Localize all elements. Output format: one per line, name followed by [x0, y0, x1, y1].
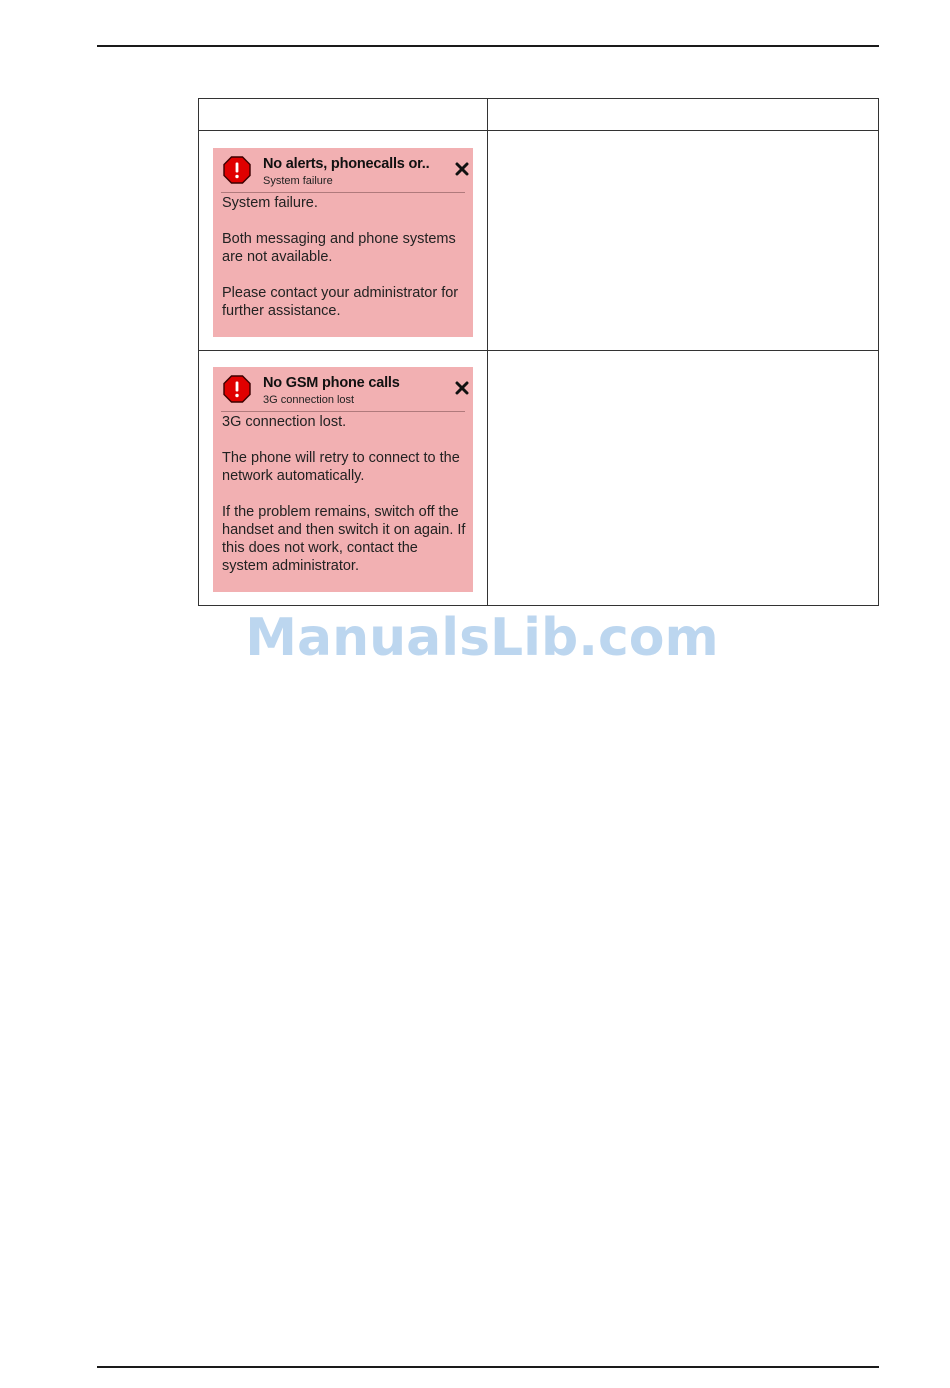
notification-divider [221, 411, 465, 412]
notification-title: No GSM phone calls [263, 375, 400, 391]
notification-paragraph: If the problem remains, switch off the handset and then switch it on again. If this does not work, contact the system administrator. [222, 504, 466, 574]
notification-subtitle: System failure [263, 175, 333, 187]
table-row [199, 131, 878, 351]
notification-body [213, 192, 473, 328]
notification-paragraph: Both messaging and phone systems are not available. [222, 231, 456, 265]
close-icon[interactable] [455, 162, 469, 176]
notification-paragraph: 3G connection lost. [222, 414, 347, 430]
column-divider [487, 351, 488, 605]
notification-subtitle: 3G connection lost [263, 394, 355, 406]
notification-body [213, 411, 473, 583]
close-icon[interactable] [455, 381, 469, 395]
watermark: ManualsLib.com [245, 608, 719, 668]
column-divider [487, 131, 488, 350]
notification-card[interactable] [213, 148, 473, 337]
notification-card[interactable] [213, 367, 473, 592]
table-header-row [199, 99, 878, 131]
notification-header [213, 367, 473, 411]
table-row [199, 351, 878, 605]
column-divider [487, 99, 488, 130]
notification-paragraph: Please contact your administrator for further assistance. [222, 285, 459, 319]
header-rule [97, 45, 879, 47]
notification-paragraph: The phone will retry to connect to the network automatically. [222, 450, 460, 484]
exclamation-stop-icon [223, 156, 251, 184]
notification-paragraph: System failure. [222, 195, 318, 211]
notification-header [213, 148, 473, 192]
notification-title: No alerts, phonecalls or.. [263, 156, 430, 172]
notification-divider [221, 192, 465, 193]
exclamation-stop-icon [223, 375, 251, 403]
notification-table [198, 98, 879, 606]
footer-rule [97, 1366, 879, 1368]
